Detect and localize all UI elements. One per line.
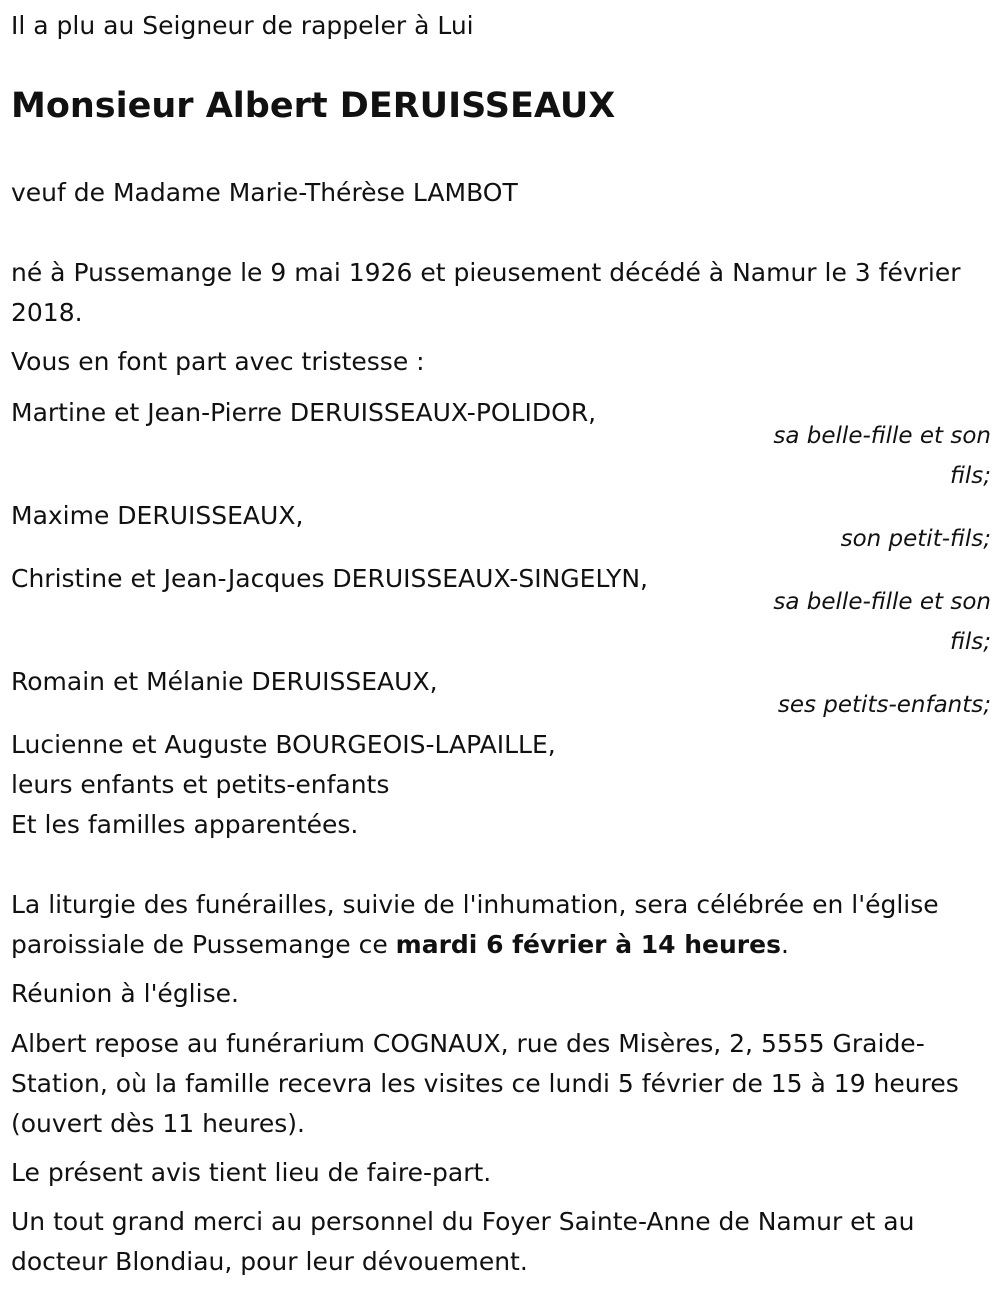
funerarium-text: Albert repose au funérarium COGNAUX, rue des Misères, 2, 5555 Graide-Station, où la famille recevra les visites ce lundi 5 février de 15 à 19 heures (ouvert dès 11 heures). bbox=[11, 1029, 959, 1138]
family-names: Maxime DERUISSEAUX, bbox=[11, 501, 304, 530]
family-entry bbox=[11, 496, 991, 556]
family-relation: ses petits-enfants; bbox=[777, 692, 991, 718]
family-entry bbox=[11, 662, 991, 722]
other-relatives-line: Lucienne et Auguste BOURGEOIS-LAPAILLE, bbox=[11, 730, 556, 759]
notice-text: Le présent avis tient lieu de faire-part. bbox=[11, 1158, 492, 1187]
other-relatives-line: Et les familles apparentées. bbox=[11, 810, 359, 839]
liturgy-suffix: . bbox=[780, 930, 789, 959]
deceased-name: Monsieur Albert DERUISSEAUX bbox=[11, 86, 616, 126]
intro-text: Il a plu au Seigneur de rappeler à Lui bbox=[11, 11, 474, 40]
meeting-text: Réunion à l'église. bbox=[11, 979, 239, 1008]
family-entry bbox=[11, 393, 991, 489]
family-relation: sa belle-fille et son fils; bbox=[773, 423, 991, 489]
announcement-text: Vous en font part avec tristesse : bbox=[11, 347, 425, 376]
birth-death-text: né à Pussemange le 9 mai 1926 et pieusement décédé à Namur le 3 février 2018. bbox=[11, 258, 961, 327]
thanks-text: Un tout grand merci au personnel du Foyer Sainte-Anne de Namur et au docteur Blondiau, pour leur dévouement. bbox=[11, 1207, 915, 1276]
family-relation: son petit-fils; bbox=[840, 526, 991, 552]
other-relatives-line: leurs enfants et petits-enfants bbox=[11, 770, 390, 799]
liturgy-prefix: La liturgie des funérailles, suivie de l'inhumation, sera célébrée en l'église paroissiale de Pussemange ce bbox=[11, 890, 939, 959]
family-relation: sa belle-fille et son fils; bbox=[773, 589, 991, 655]
liturgy-date: mardi 6 février à 14 heures bbox=[395, 930, 781, 959]
family-entry bbox=[11, 559, 991, 655]
spouse-text: veuf de Madame Marie-Thérèse LAMBOT bbox=[11, 178, 518, 207]
family-names: Martine et Jean-Pierre DERUISSEAUX-POLIDOR, bbox=[11, 398, 597, 427]
family-names: Christine et Jean-Jacques DERUISSEAUX-SINGELYN, bbox=[11, 564, 648, 593]
liturgy-text bbox=[11, 885, 991, 965]
family-names: Romain et Mélanie DERUISSEAUX, bbox=[11, 667, 438, 696]
